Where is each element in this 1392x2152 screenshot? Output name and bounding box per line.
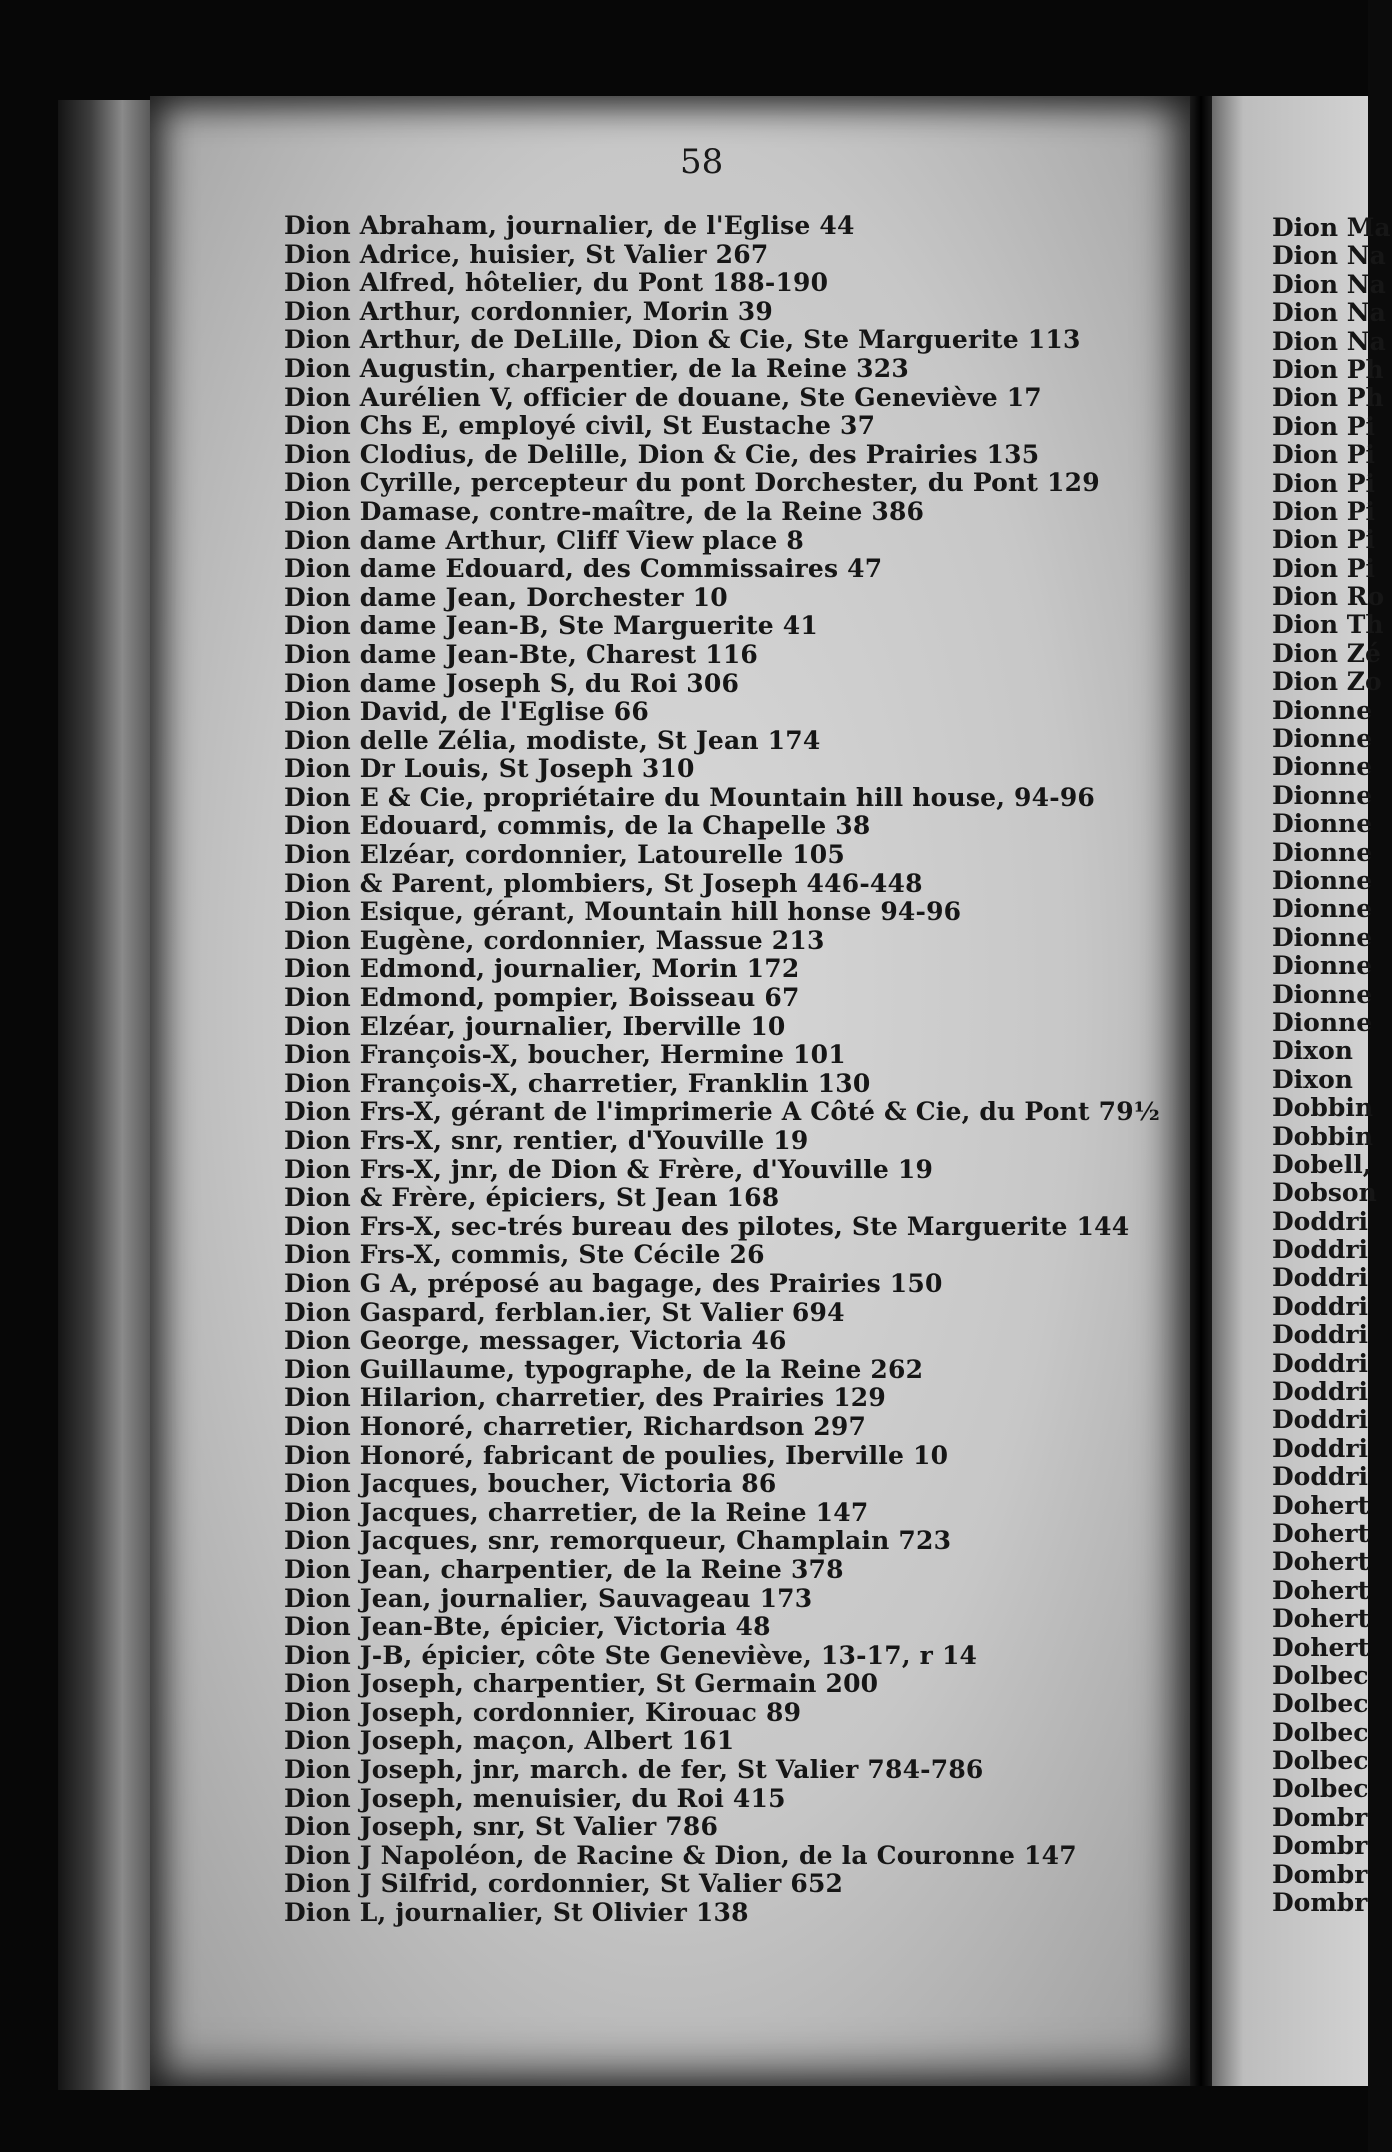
facing-page-entry: Doddri <box>1272 1206 1368 1236</box>
directory-entry: Dion Abraham, journalier, de l'Eglise 44 <box>284 211 855 240</box>
facing-page-entry: Dohert <box>1272 1547 1370 1577</box>
facing-page-entry: Dombr <box>1272 1859 1368 1889</box>
facing-page-entry: Dobbin <box>1272 1093 1373 1123</box>
directory-entry: Dion Arthur, cordonnier, Morin 39 <box>284 296 773 326</box>
facing-page-entry: Dolbec <box>1272 1717 1369 1747</box>
facing-page-entry: Dionne <box>1272 752 1373 782</box>
directory-entry: Dion Edmond, journalier, Morin 172 <box>284 954 800 984</box>
directory-entry: Dion dame Joseph S, du Roi 306 <box>284 668 740 698</box>
facing-page-entry: Dion Pi <box>1272 468 1376 498</box>
facing-page-entry: Dionne <box>1272 922 1373 952</box>
facing-page-entry: Doddri <box>1272 1462 1368 1492</box>
facing-page-entry: Dombr <box>1272 1802 1368 1832</box>
directory-entry: Dion dame Jean-Bte, Charest 116 <box>284 639 759 669</box>
directory-entry: Dion Edouard, commis, de la Chapelle 38 <box>284 811 871 841</box>
facing-page-entry: Dobbin <box>1272 1121 1373 1151</box>
directory-entry: Dion Jean, charpentier, de la Reine 378 <box>284 1554 844 1584</box>
facing-page-entry: Dolbec <box>1272 1660 1369 1690</box>
facing-page-entry: Dolbec <box>1272 1746 1369 1776</box>
facing-page-entry: Dionne <box>1272 979 1373 1009</box>
directory-entry-list <box>284 212 1184 1928</box>
directory-entry: Dion Joseph, jnr, march. de fer, St Valier 784-786 <box>284 1755 984 1785</box>
directory-entry: Dion Elzéar, journalier, Iberville 10 <box>284 1011 786 1041</box>
facing-page-entry: Dohert <box>1272 1490 1370 1520</box>
facing-page-entry: Dion Ma <box>1272 213 1391 242</box>
directory-entry: Dion Chs E, employé civil, St Eustache 37 <box>284 411 876 441</box>
book-page-edges <box>58 100 150 2090</box>
book-gutter <box>1190 96 1212 2086</box>
directory-entry: Dion Damase, contre-maître, de la Reine 386 <box>284 496 925 526</box>
directory-entry: Dion Honoré, fabricant de poulies, Iberville 10 <box>284 1440 949 1470</box>
facing-page-entry: Dohert <box>1272 1604 1370 1634</box>
facing-page-entry: Dohert <box>1272 1632 1370 1662</box>
directory-entry: Dion dame Arthur, Cliff View place 8 <box>284 525 804 555</box>
facing-page-entry: Dionne <box>1272 724 1373 754</box>
facing-page-entry: Dionne <box>1272 951 1373 981</box>
directory-entry: Dion Jacques, charretier, de la Reine 147 <box>284 1497 869 1527</box>
facing-page-entry: Dionne <box>1272 780 1373 810</box>
directory-entry: Dion dame Jean, Dorchester 10 <box>284 582 728 612</box>
directory-entry: Dion Aurélien V, officier de douane, Ste Geneviève 17 <box>284 382 1042 412</box>
facing-page-entry: Dion Na <box>1272 298 1386 328</box>
facing-page-entry: Doddri <box>1272 1320 1368 1350</box>
facing-page-entry: Dion Pi <box>1272 440 1376 470</box>
facing-page-entry: Dionne <box>1272 865 1373 895</box>
facing-page-entry: Doddri <box>1272 1291 1368 1321</box>
facing-page-entry: Dobell, <box>1272 1149 1372 1179</box>
directory-entry: Dion Frs-X, sec-trés bureau des pilotes, Ste Marguerite 144 <box>284 1211 1130 1241</box>
directory-entry: Dion & Parent, plombiers, St Joseph 446-448 <box>284 868 923 898</box>
facing-page-entry: Dionne <box>1272 1007 1373 1037</box>
directory-entry: Dion Guillaume, typographe, de la Reine 262 <box>284 1354 924 1384</box>
directory-entry: Dion Cyrille, percepteur du pont Dorchester, du Pont 129 <box>284 468 1100 498</box>
directory-entry: Dion François-X, charretier, Franklin 130 <box>284 1068 871 1098</box>
facing-page-entry: Dion Pi <box>1272 411 1376 441</box>
facing-page-entry: Dolbec <box>1272 1689 1369 1719</box>
directory-entry: Dion Joseph, snr, St Valier 786 <box>284 1812 719 1842</box>
facing-page-entry: Dohert <box>1272 1518 1370 1548</box>
facing-page-entry: Doddri <box>1272 1348 1368 1378</box>
directory-entry: Dion Jean-Bte, épicier, Victoria 48 <box>284 1612 771 1642</box>
facing-page-entry: Dion Th <box>1272 610 1384 640</box>
directory-entry: Dion delle Zélia, modiste, St Jean 174 <box>284 725 821 755</box>
directory-entry: Dion Joseph, menuisier, du Roi 415 <box>284 1783 786 1813</box>
facing-page-entry: Dion Na <box>1272 269 1386 299</box>
facing-page-entry: Dionne <box>1272 695 1373 725</box>
facing-page-entry: Dohert <box>1272 1575 1370 1605</box>
directory-entry: Dion dame Edouard, des Commissaires 47 <box>284 554 883 584</box>
directory-entry: Dion Eugène, cordonnier, Massue 213 <box>284 925 825 955</box>
directory-entry: Dion J Silfrid, cordonnier, St Valier 652 <box>284 1869 844 1899</box>
facing-page-entry: Doddri <box>1272 1433 1368 1463</box>
directory-entry: Dion Joseph, maçon, Albert 161 <box>284 1726 735 1756</box>
facing-page-entry: Dixon <box>1272 1036 1353 1066</box>
directory-entry: Dion Jacques, boucher, Victoria 86 <box>284 1469 777 1499</box>
directory-entry: Dion Joseph, charpentier, St Germain 200 <box>284 1669 879 1699</box>
facing-page-entry: Doddri <box>1272 1235 1368 1265</box>
directory-entry: Dion L, journalier, St Olivier 138 <box>284 1898 749 1928</box>
directory-entry: Dion Augustin, charpentier, de la Reine 323 <box>284 353 909 383</box>
directory-entry: Dion Frs-X, gérant de l'imprimerie A Côté & Cie, du Pont 79½ <box>284 1097 1161 1127</box>
facing-page-entry: Dion Pi <box>1272 553 1376 583</box>
facing-page-entry: Dion Zé <box>1272 638 1381 668</box>
facing-page-entry: Dolbec <box>1272 1774 1369 1804</box>
directory-entry: Dion Gaspard, ferblan.ier, St Valier 694 <box>284 1297 845 1327</box>
directory-entry: Dion Adrice, huisier, St Valier 267 <box>284 239 769 269</box>
directory-entry: Dion Arthur, de DeLille, Dion & Cie, Ste Marguerite 113 <box>284 325 1081 355</box>
facing-page-entry: Dionne <box>1272 809 1373 839</box>
directory-entry: Dion G A, préposé au bagage, des Prairies 150 <box>284 1268 943 1298</box>
directory-entry: Dion Clodius, de Delille, Dion & Cie, des Prairies 135 <box>284 439 1040 469</box>
directory-entry: Dion Jean, journalier, Sauvageau 173 <box>284 1583 813 1613</box>
directory-entry: Dion Hilarion, charretier, des Prairies 129 <box>284 1383 886 1413</box>
directory-entry: Dion François-X, boucher, Hermine 101 <box>284 1040 846 1070</box>
facing-page-entry: Dion Ph <box>1272 354 1384 384</box>
facing-page-entry: Dion Pi <box>1272 525 1376 555</box>
directory-entry: Dion J Napoléon, de Racine & Dion, de la Couronne 147 <box>284 1840 1077 1870</box>
directory-entry: Dion Elzéar, cordonnier, Latourelle 105 <box>284 840 845 870</box>
facing-page-entry: Dobson <box>1272 1178 1377 1208</box>
facing-page-entry: Doddri <box>1272 1263 1368 1293</box>
facing-page-entry: Dixon <box>1272 1064 1353 1094</box>
directory-entry: Dion Frs-X, snr, rentier, d'Youville 19 <box>284 1126 809 1155</box>
facing-page-entry: Dion Zo <box>1272 667 1382 697</box>
directory-entry: Dion & Frère, épiciers, St Jean 168 <box>284 1183 780 1213</box>
directory-entry: Dion David, de l'Eglise 66 <box>284 697 649 727</box>
directory-entry: Dion Frs-X, commis, Ste Cécile 26 <box>284 1240 765 1270</box>
directory-entry: Dion J-B, épicier, côte Ste Geneviève, 13-17, r 14 <box>284 1640 978 1670</box>
directory-entry: Dion Edmond, pompier, Boisseau 67 <box>284 983 800 1013</box>
facing-page-entry: Dionne <box>1272 837 1373 867</box>
page-number: 58 <box>680 142 724 182</box>
facing-page-entry: Doddri <box>1272 1377 1368 1407</box>
directory-entry: Dion E & Cie, propriétaire du Mountain hill house, 94-96 <box>284 782 1096 812</box>
facing-page-entry: Dombr <box>1272 1888 1368 1918</box>
directory-entry: Dion Jacques, snr, remorqueur, Champlain 723 <box>284 1526 952 1556</box>
facing-page-entry: Dion Ph <box>1272 383 1384 413</box>
facing-page-entry: Doddri <box>1272 1405 1368 1435</box>
facing-page-entry-list <box>1272 214 1392 1917</box>
directory-entry: Dion Joseph, cordonnier, Kirouac 89 <box>284 1697 802 1727</box>
facing-page-entry: Dionne <box>1272 894 1373 924</box>
directory-entry: Dion dame Jean-B, Ste Marguerite 41 <box>284 611 818 641</box>
facing-page-entry: Dion Pi <box>1272 496 1376 526</box>
directory-entry: Dion Alfred, hôtelier, du Pont 188-190 <box>284 268 829 298</box>
directory-entry: Dion George, messager, Victoria 46 <box>284 1326 787 1356</box>
facing-page-entry: Dion Na <box>1272 326 1386 356</box>
facing-page-entry: Dombr <box>1272 1831 1368 1861</box>
directory-entry: Dion Frs-X, jnr, de Dion & Frère, d'Youville 19 <box>284 1154 934 1184</box>
directory-entry: Dion Honoré, charretier, Richardson 297 <box>284 1411 867 1441</box>
facing-page-entry: Dion Na <box>1272 241 1386 271</box>
directory-entry: Dion Esique, gérant, Mountain hill honse 94-96 <box>284 897 962 927</box>
facing-page-entry: Dion Ro <box>1272 582 1385 612</box>
directory-entry: Dion Dr Louis, St Joseph 310 <box>284 754 695 784</box>
